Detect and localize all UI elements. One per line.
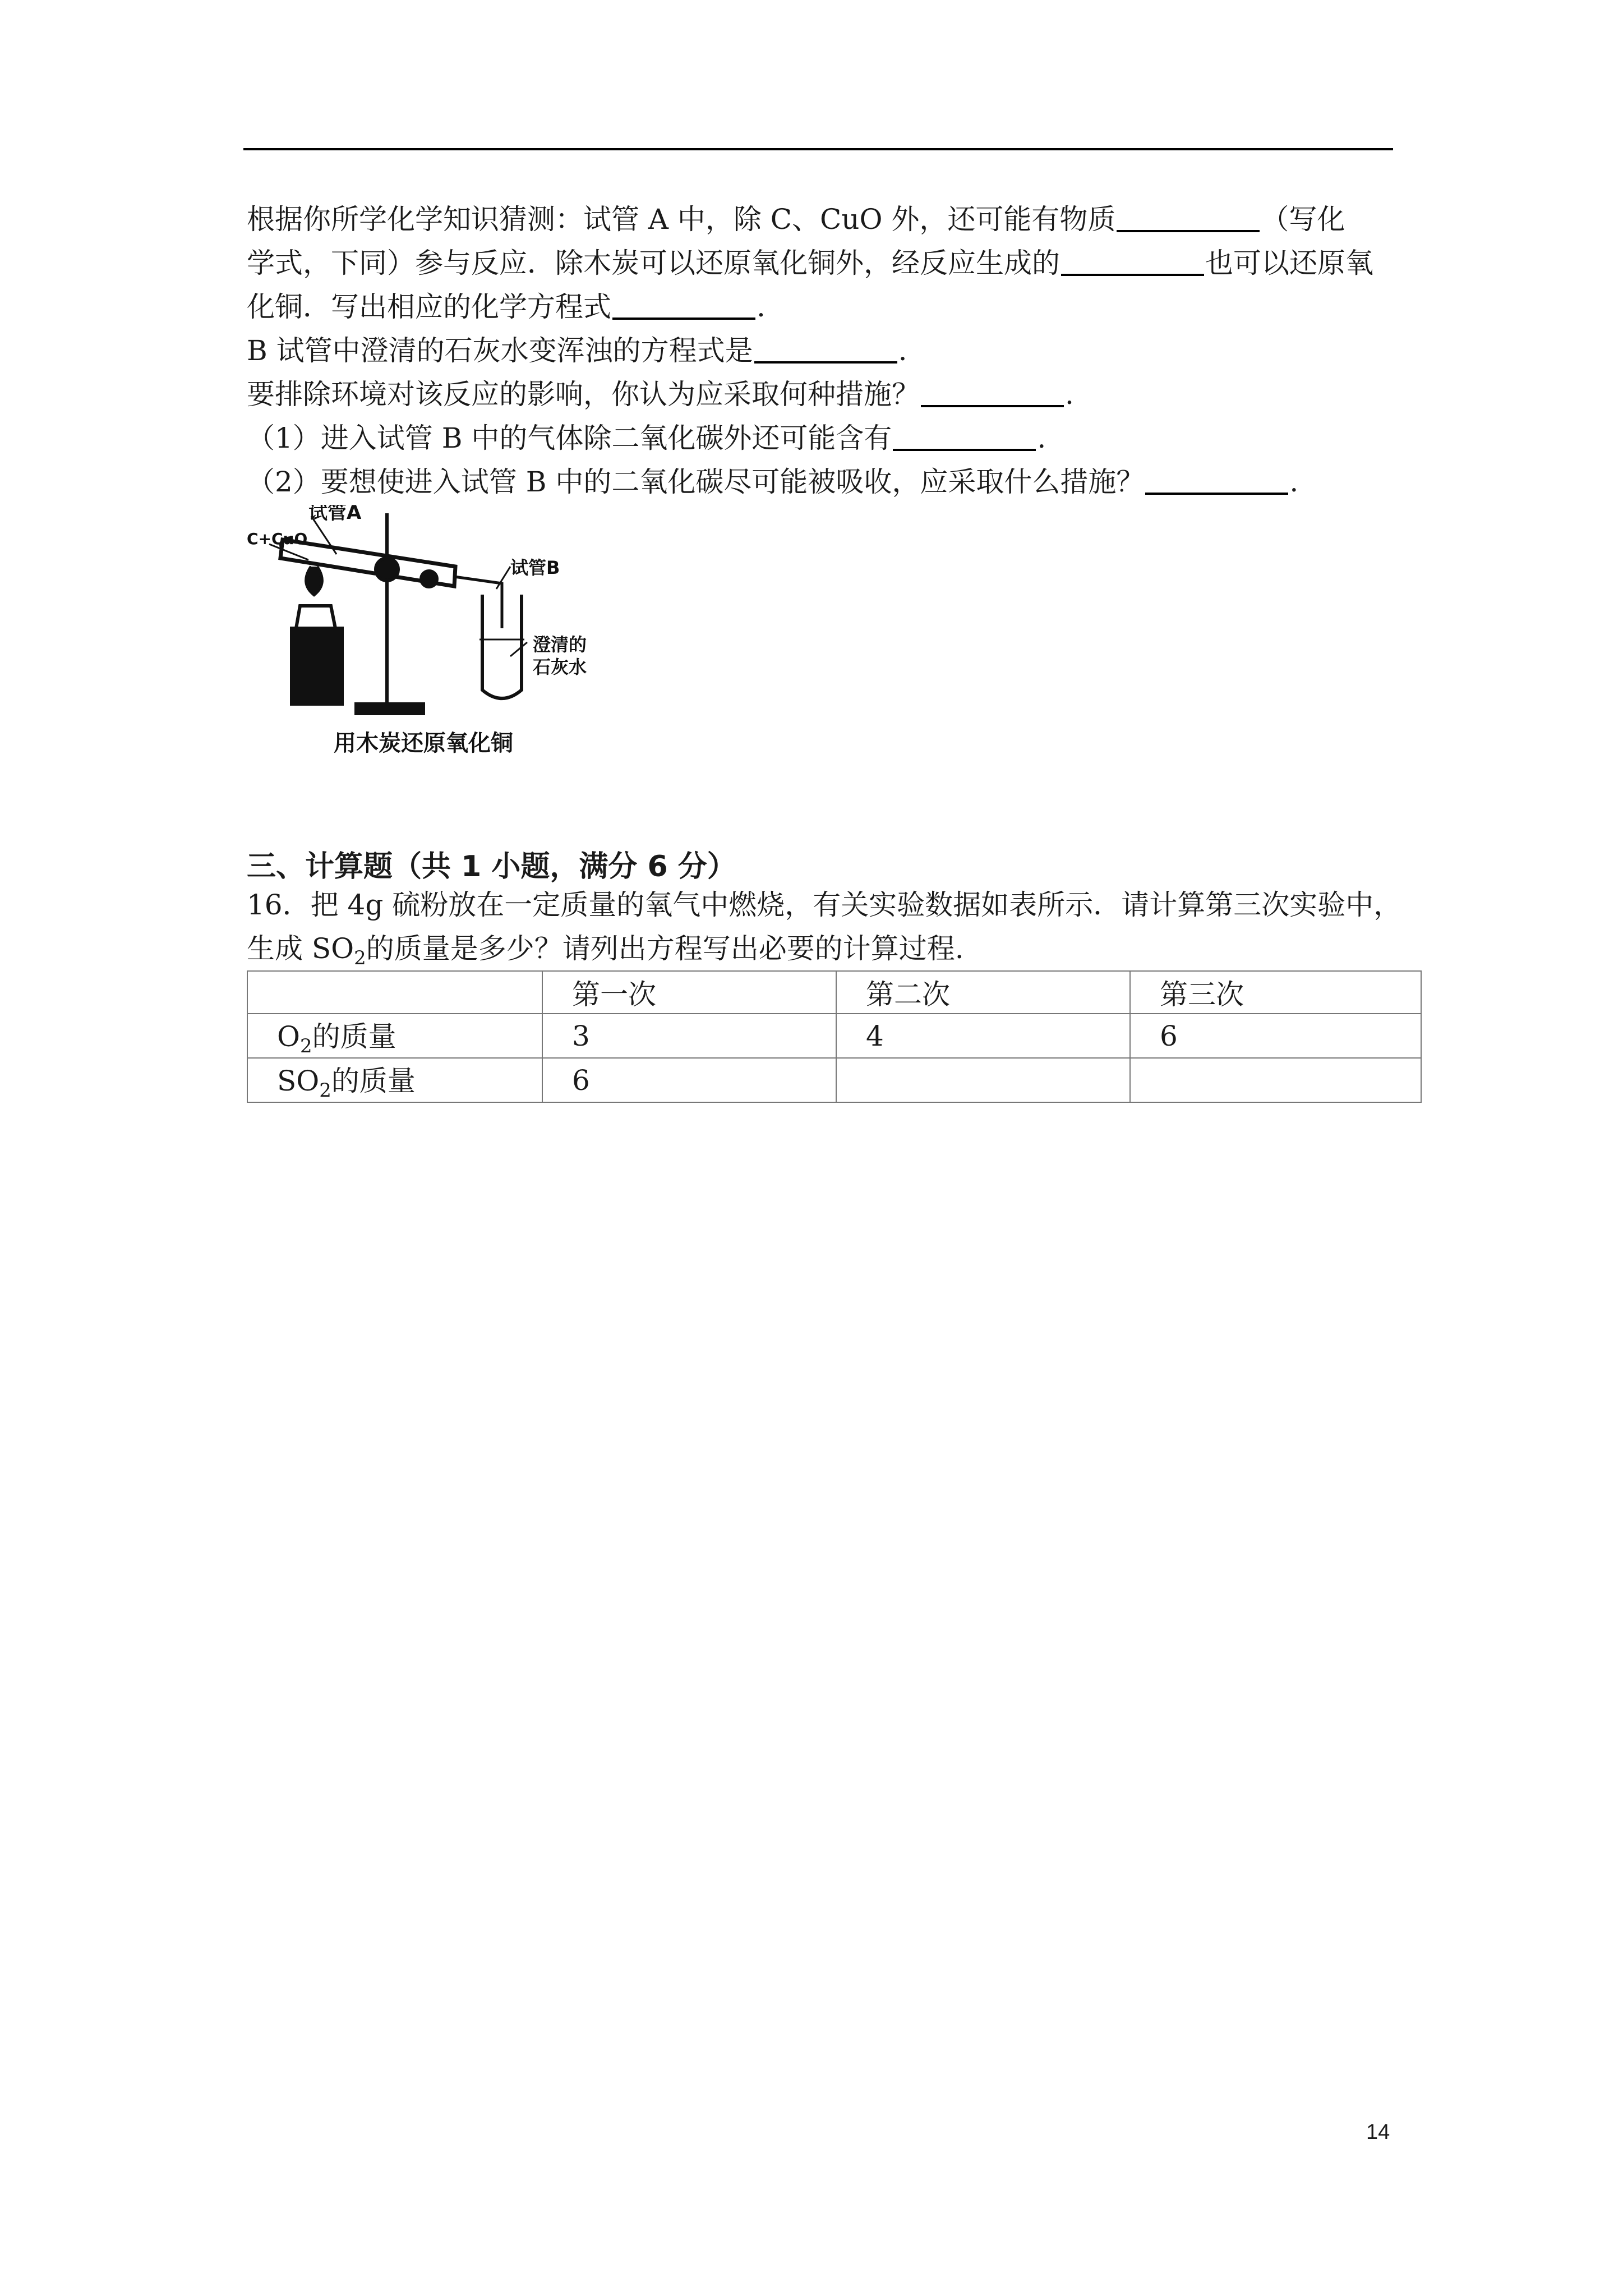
lamp-top: [296, 606, 335, 628]
table-cell: [1130, 1058, 1421, 1102]
text: 的质量: [312, 1020, 396, 1053]
text: O: [277, 1020, 300, 1053]
header-rule: [243, 148, 1393, 150]
paragraph-line: [247, 241, 1373, 285]
clamp: [376, 558, 398, 581]
text: 也可以还原氧: [1205, 247, 1373, 279]
text: .: [1037, 422, 1046, 454]
text: .: [898, 334, 907, 367]
subscript: 2: [354, 947, 366, 969]
data-table: [247, 970, 1422, 1103]
answer-blank[interactable]: [1145, 466, 1288, 495]
answer-blank[interactable]: [921, 378, 1064, 407]
paragraph-line: [247, 460, 1298, 504]
text: 根据你所学化学知识猜测：试管 A 中，除 C、CuO 外，还可能有物质: [247, 203, 1116, 236]
text: （2）要想使进入试管 B 中的二氧化碳尽可能被吸收，应采取什么措施？: [247, 466, 1145, 498]
label-limewater-1: 澄清的: [533, 634, 587, 655]
table-header-cell: 第二次: [836, 971, 1130, 1014]
page-number: 14: [1366, 2120, 1390, 2144]
table-cell: 3: [542, 1014, 836, 1058]
label-test-tube-b: 试管B: [510, 557, 560, 578]
text: .: [1289, 466, 1299, 498]
text: SO: [277, 1065, 320, 1097]
apparatus-figure: [247, 505, 594, 760]
delivery-tube: [454, 577, 502, 628]
text: 的质量: [331, 1065, 416, 1097]
table-row: [247, 1014, 1421, 1058]
label-limewater-2: 石灰水: [533, 656, 587, 678]
row-label: [247, 1014, 542, 1058]
text: 生成 SO: [247, 932, 354, 965]
text: 要排除环境对该反应的影响，你认为应采取何种措施？: [247, 378, 920, 411]
section-title: 三、计算题（共 1 小题，满分 6 分）: [247, 850, 736, 884]
text: 16．把 4g 硫粉放在一定质量的氧气中燃烧，有关实验数据如表所示．请计算第三次实验中，: [247, 889, 1402, 921]
answer-blank[interactable]: [1061, 247, 1204, 276]
answer-blank[interactable]: [1117, 203, 1260, 232]
label-test-tube-a: 试管A: [308, 505, 362, 524]
text: （写化: [1261, 203, 1345, 236]
flame: [306, 567, 322, 595]
figure-caption: 用木炭还原氧化铜: [334, 730, 513, 756]
paragraph-line: [247, 372, 1074, 416]
answer-blank[interactable]: [893, 422, 1036, 451]
text: 化铜．写出相应的化学方程式: [247, 291, 611, 323]
table-row: [247, 1058, 1421, 1102]
table-cell: 6: [542, 1058, 836, 1102]
text: （1）进入试管 B 中的气体除二氧化碳外还可能含有: [247, 422, 892, 454]
answer-blank[interactable]: [612, 291, 755, 320]
paragraph-line: [247, 285, 766, 329]
table-header-cell: [247, 971, 542, 1014]
text: 的质量是多少？请列出方程写出必要的计算过程.: [366, 932, 964, 965]
paragraph-line: [247, 197, 1345, 241]
table-header-row: [247, 971, 1421, 1014]
answer-blank[interactable]: [754, 334, 897, 364]
table-cell: 4: [836, 1014, 1130, 1058]
text: 学式，下同）参与反应．除木炭可以还原氧化铜外，经反应生成的: [247, 247, 1060, 279]
label-reactants: C+CuO: [247, 530, 308, 548]
lamp-body: [292, 628, 342, 704]
table-header-cell: 第三次: [1130, 971, 1421, 1014]
row-label: [247, 1058, 542, 1102]
subscript: 2: [319, 1079, 331, 1102]
question-line: [247, 883, 1401, 927]
apparatus-diagram: [247, 505, 594, 760]
subscript: 2: [300, 1035, 312, 1057]
text: B 试管中澄清的石灰水变浑浊的方程式是: [247, 334, 753, 367]
table-cell: [836, 1058, 1130, 1102]
paragraph-line: [247, 329, 907, 372]
text: .: [1065, 378, 1074, 411]
text: .: [757, 291, 766, 323]
table-header-cell: 第一次: [542, 971, 836, 1014]
stand-base: [356, 704, 423, 714]
stopper: [421, 571, 437, 587]
table-cell: 6: [1130, 1014, 1421, 1058]
paragraph-line: [247, 416, 1046, 460]
